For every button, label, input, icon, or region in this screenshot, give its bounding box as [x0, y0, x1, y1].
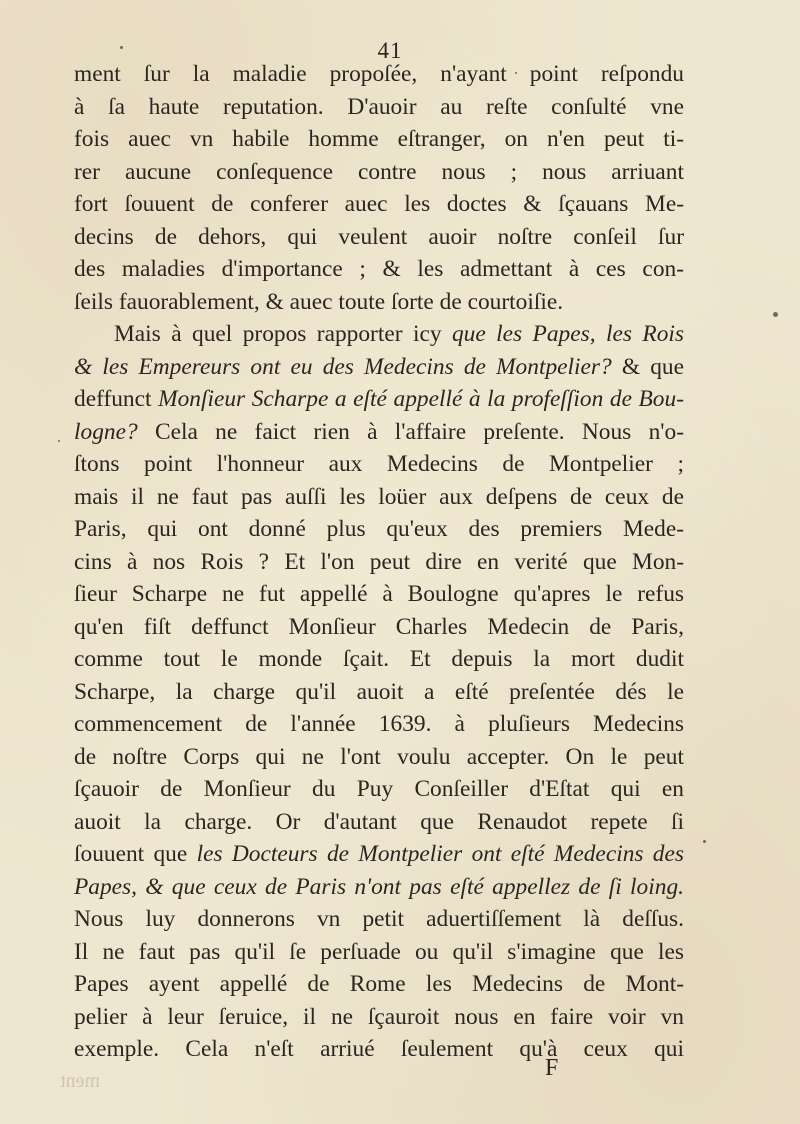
text-line: auoit la charge. Or d'autant que Renaudot repete ſi: [74, 808, 684, 835]
text-line: decins de dehors, qui veulent auoir noſtre conſeil ſur: [74, 223, 684, 250]
text-line: fort ſouuent de conferer auec les doctes & ſçauans Me-: [74, 191, 684, 217]
text-line: & les Empereurs ont eu des Medecins de Montpelier? & que: [74, 353, 684, 380]
ink-speck: [58, 440, 60, 442]
ink-speck: [703, 840, 706, 843]
text-line: des maladies d'importance ; & les admettant à ces con-: [74, 256, 684, 282]
text-line: Papes ayent appellé de Rome les Medecins de Mont-: [74, 971, 684, 997]
text-line: Il ne faut pas qu'il ſe perſuade ou qu'il s'imagine que les: [74, 938, 684, 965]
text-line: ſtons point l'honneur aux Medecins de Montpelier ;: [74, 451, 684, 477]
body-text: [74, 58, 684, 1066]
text-line: Papes, & que ceux de Paris n'ont pas eſté appellez de ſi loing.: [74, 873, 684, 900]
bleed-through-text: ment: [60, 1070, 100, 1092]
ink-speck: [120, 46, 123, 49]
signature-mark: F: [545, 1055, 559, 1081]
text-line: Mais à quel propos rapporter icy que les Papes, les Rois: [114, 321, 684, 347]
text-line: Scharpe, la charge qu'il auoit a eſté preſentée dés le: [74, 678, 684, 705]
page-number: 41: [377, 38, 403, 63]
text-line: ſeils fauorablement, & auec toute ſorte de courtoiſie.: [74, 288, 564, 315]
text-line: qu'en fiſt deffunct Monſieur Charles Medecin de Paris,: [74, 613, 684, 640]
text-line: pelier à leur ſeruice, il ne ſçauroit nous en faire voir vn: [74, 1003, 684, 1030]
text-line: ſçauoir de Monſieur du Puy Conſeiller d'Eſtat qui en: [74, 776, 684, 802]
text-line: commencement de l'année 1639. à pluſieurs Medecins: [74, 711, 684, 737]
text-line: exemple. Cela n'eſt arriué ſeulement qu'à ceux qui: [74, 1036, 684, 1062]
text-line: rer aucune conſequence contre nous ; nous arriuant: [74, 158, 684, 185]
text-line: Paris, qui ont donné plus qu'eux des premiers Mede-: [74, 516, 684, 542]
text-line: comme tout le monde ſçait. Et depuis la mort dudit: [74, 646, 684, 672]
text-line: mais il ne faut pas auſſi les loüer aux deſpens de ceux de: [74, 483, 684, 510]
text-line: ſieur Scharpe ne fut appellé à Boulogne qu'apres le refus: [74, 581, 684, 607]
text-line: ſouuent que les Docteurs de Montpelier ont eſté Medecins des: [74, 841, 684, 867]
text-line: à ſa haute reputation. D'auoir au reſte conſulté vne: [74, 93, 684, 120]
text-line: deffunct Monſieur Scharpe a eſté appellé à la profeſſion de Bou-: [74, 386, 684, 412]
text-line: ment ſur la maladie propoſée, n'ayant point reſpondu: [74, 61, 684, 87]
text-line: Nous luy donnerons vn petit aduertiſſement là deſſus.: [74, 906, 684, 932]
text-line: fois auec vn habile homme eſtranger, on n'en peut ti-: [74, 126, 684, 152]
ink-speck: [773, 312, 778, 317]
text-line: cins à nos Rois ? Et l'on peut dire en verité que Mon-: [74, 548, 684, 575]
text-line: de noſtre Corps qui ne l'ont voulu accepter. On le peut: [74, 743, 684, 770]
text-line: logne? Cela ne faict rien à l'affaire preſente. Nous n'o-: [74, 418, 684, 445]
